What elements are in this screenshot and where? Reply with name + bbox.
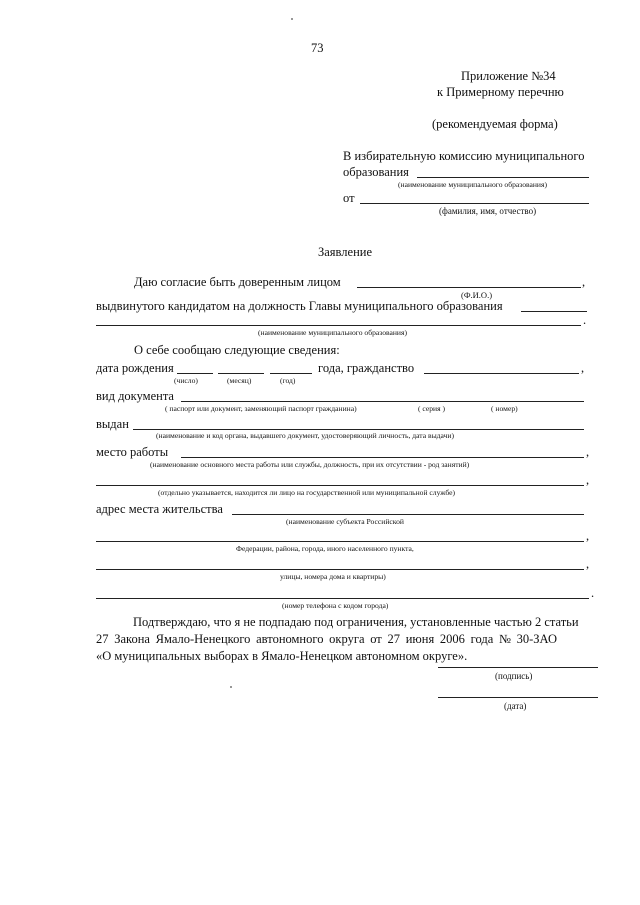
address-label: адрес места жительства — [96, 502, 223, 516]
confirm-line-1: Подтверждаю, что я не подпадаю под ограничения, установленные частью 2 статьи — [133, 615, 579, 629]
addressee-line1: В избирательную комиссию муниципального — [343, 149, 585, 163]
birth-day-field[interactable] — [177, 373, 213, 374]
consent-text: Даю согласие быть доверенным лицом — [134, 275, 341, 289]
scan-speck-mid — [230, 686, 232, 688]
hint-fio: (Ф.И.О.) — [461, 290, 493, 300]
hint-signature: (подпись) — [495, 671, 533, 681]
appendix-reference: к Примерному перечню — [437, 85, 564, 99]
year-citizenship-label: года, гражданство — [318, 361, 415, 375]
hint-service: (отдельно указывается, находится ли лицо на государственной или муниципальной службе) — [158, 488, 456, 497]
fio-field-line[interactable] — [357, 287, 581, 288]
birth-date-label: дата рождения — [96, 361, 174, 375]
workplace-label: место работы — [96, 445, 169, 459]
hint-date: (дата) — [504, 701, 527, 711]
citizenship-field[interactable] — [424, 373, 579, 374]
workplace-field-line-b[interactable] — [96, 485, 584, 486]
hint-series: ( серия ) — [418, 404, 446, 413]
from-label: от — [343, 191, 355, 205]
citizenship-comma: , — [581, 361, 585, 375]
applicant-name-field-line[interactable] — [360, 203, 589, 204]
municipality-field-line[interactable] — [417, 177, 589, 178]
address-field-line-b[interactable] — [96, 541, 584, 542]
document-type-field[interactable] — [181, 401, 584, 402]
hint-month: (месяц) — [227, 376, 252, 385]
birth-month-field[interactable] — [218, 373, 264, 374]
hint-workplace: (наименование основного места работы или службы, должность, при их отсутствии - род занятий) — [150, 460, 470, 469]
hint-number: ( номер) — [491, 404, 518, 413]
nominated-text: выдвинутого кандидатом на должность Главы муниципального образования — [96, 299, 503, 313]
hint-document: ( паспорт или документ, заменяющий паспорт гражданина) — [165, 404, 357, 413]
date-field-line[interactable] — [438, 697, 598, 698]
page-number: 73 — [311, 41, 324, 55]
hint-applicant-name: (фамилия, имя, отчество) — [439, 206, 537, 216]
nominated-period: . — [583, 313, 587, 327]
confirm-line-2: 27 Закона Ямало-Ненецкого автономного округа от 27 июня 2006 года № 30-ЗАО — [96, 632, 557, 646]
issued-field[interactable] — [133, 429, 584, 430]
hint-day: (число) — [174, 376, 198, 385]
hint-issued: (наименование и код органа, выдавшего документ, удостоверяющий личность, дата выдачи) — [156, 431, 455, 440]
hint-address-2: Федерации, района, города, иного населенного пункта, — [236, 544, 414, 553]
phone-field-line[interactable] — [96, 598, 589, 599]
signature-field-line[interactable] — [438, 667, 598, 668]
issued-label: выдан — [96, 417, 129, 431]
addressee-line2: образования — [343, 165, 409, 179]
hint-address-3: улицы, номера дома и квартиры) — [280, 572, 386, 581]
hint-address-1: (наименование субъекта Российской — [286, 517, 404, 526]
phone-period: . — [591, 586, 595, 600]
workplace-field-line-a[interactable] — [181, 457, 584, 458]
address-field-line-a[interactable] — [232, 514, 584, 515]
hint-municipality-top: (наименование муниципального образования) — [398, 180, 547, 189]
nominated-field-line-a[interactable] — [521, 311, 587, 312]
document-type-label: вид документа — [96, 389, 174, 403]
hint-year: (год) — [280, 376, 296, 385]
info-intro: О себе сообщаю следующие сведения: — [134, 343, 340, 357]
scan-speck-top — [291, 18, 293, 20]
address-comma: , — [586, 529, 590, 543]
form-type-label: (рекомендуемая форма) — [432, 117, 558, 131]
hint-municipality-body: (наименование муниципального образования) — [258, 328, 407, 337]
workplace-comma-2: , — [586, 473, 590, 487]
workplace-comma: , — [586, 445, 590, 459]
nominated-field-line-b[interactable] — [96, 325, 581, 326]
hint-phone: (номер телефона с кодом города) — [282, 601, 389, 610]
birth-year-field[interactable] — [270, 373, 312, 374]
document-title: Заявление — [318, 245, 373, 259]
fio-comma: , — [582, 275, 586, 289]
appendix-label: Приложение №34 — [461, 69, 556, 83]
confirm-line-3: «О муниципальных выборах в Ямало-Ненецком автономном округе». — [96, 649, 468, 663]
address-field-line-c[interactable] — [96, 569, 584, 570]
address-comma-2: , — [586, 557, 590, 571]
